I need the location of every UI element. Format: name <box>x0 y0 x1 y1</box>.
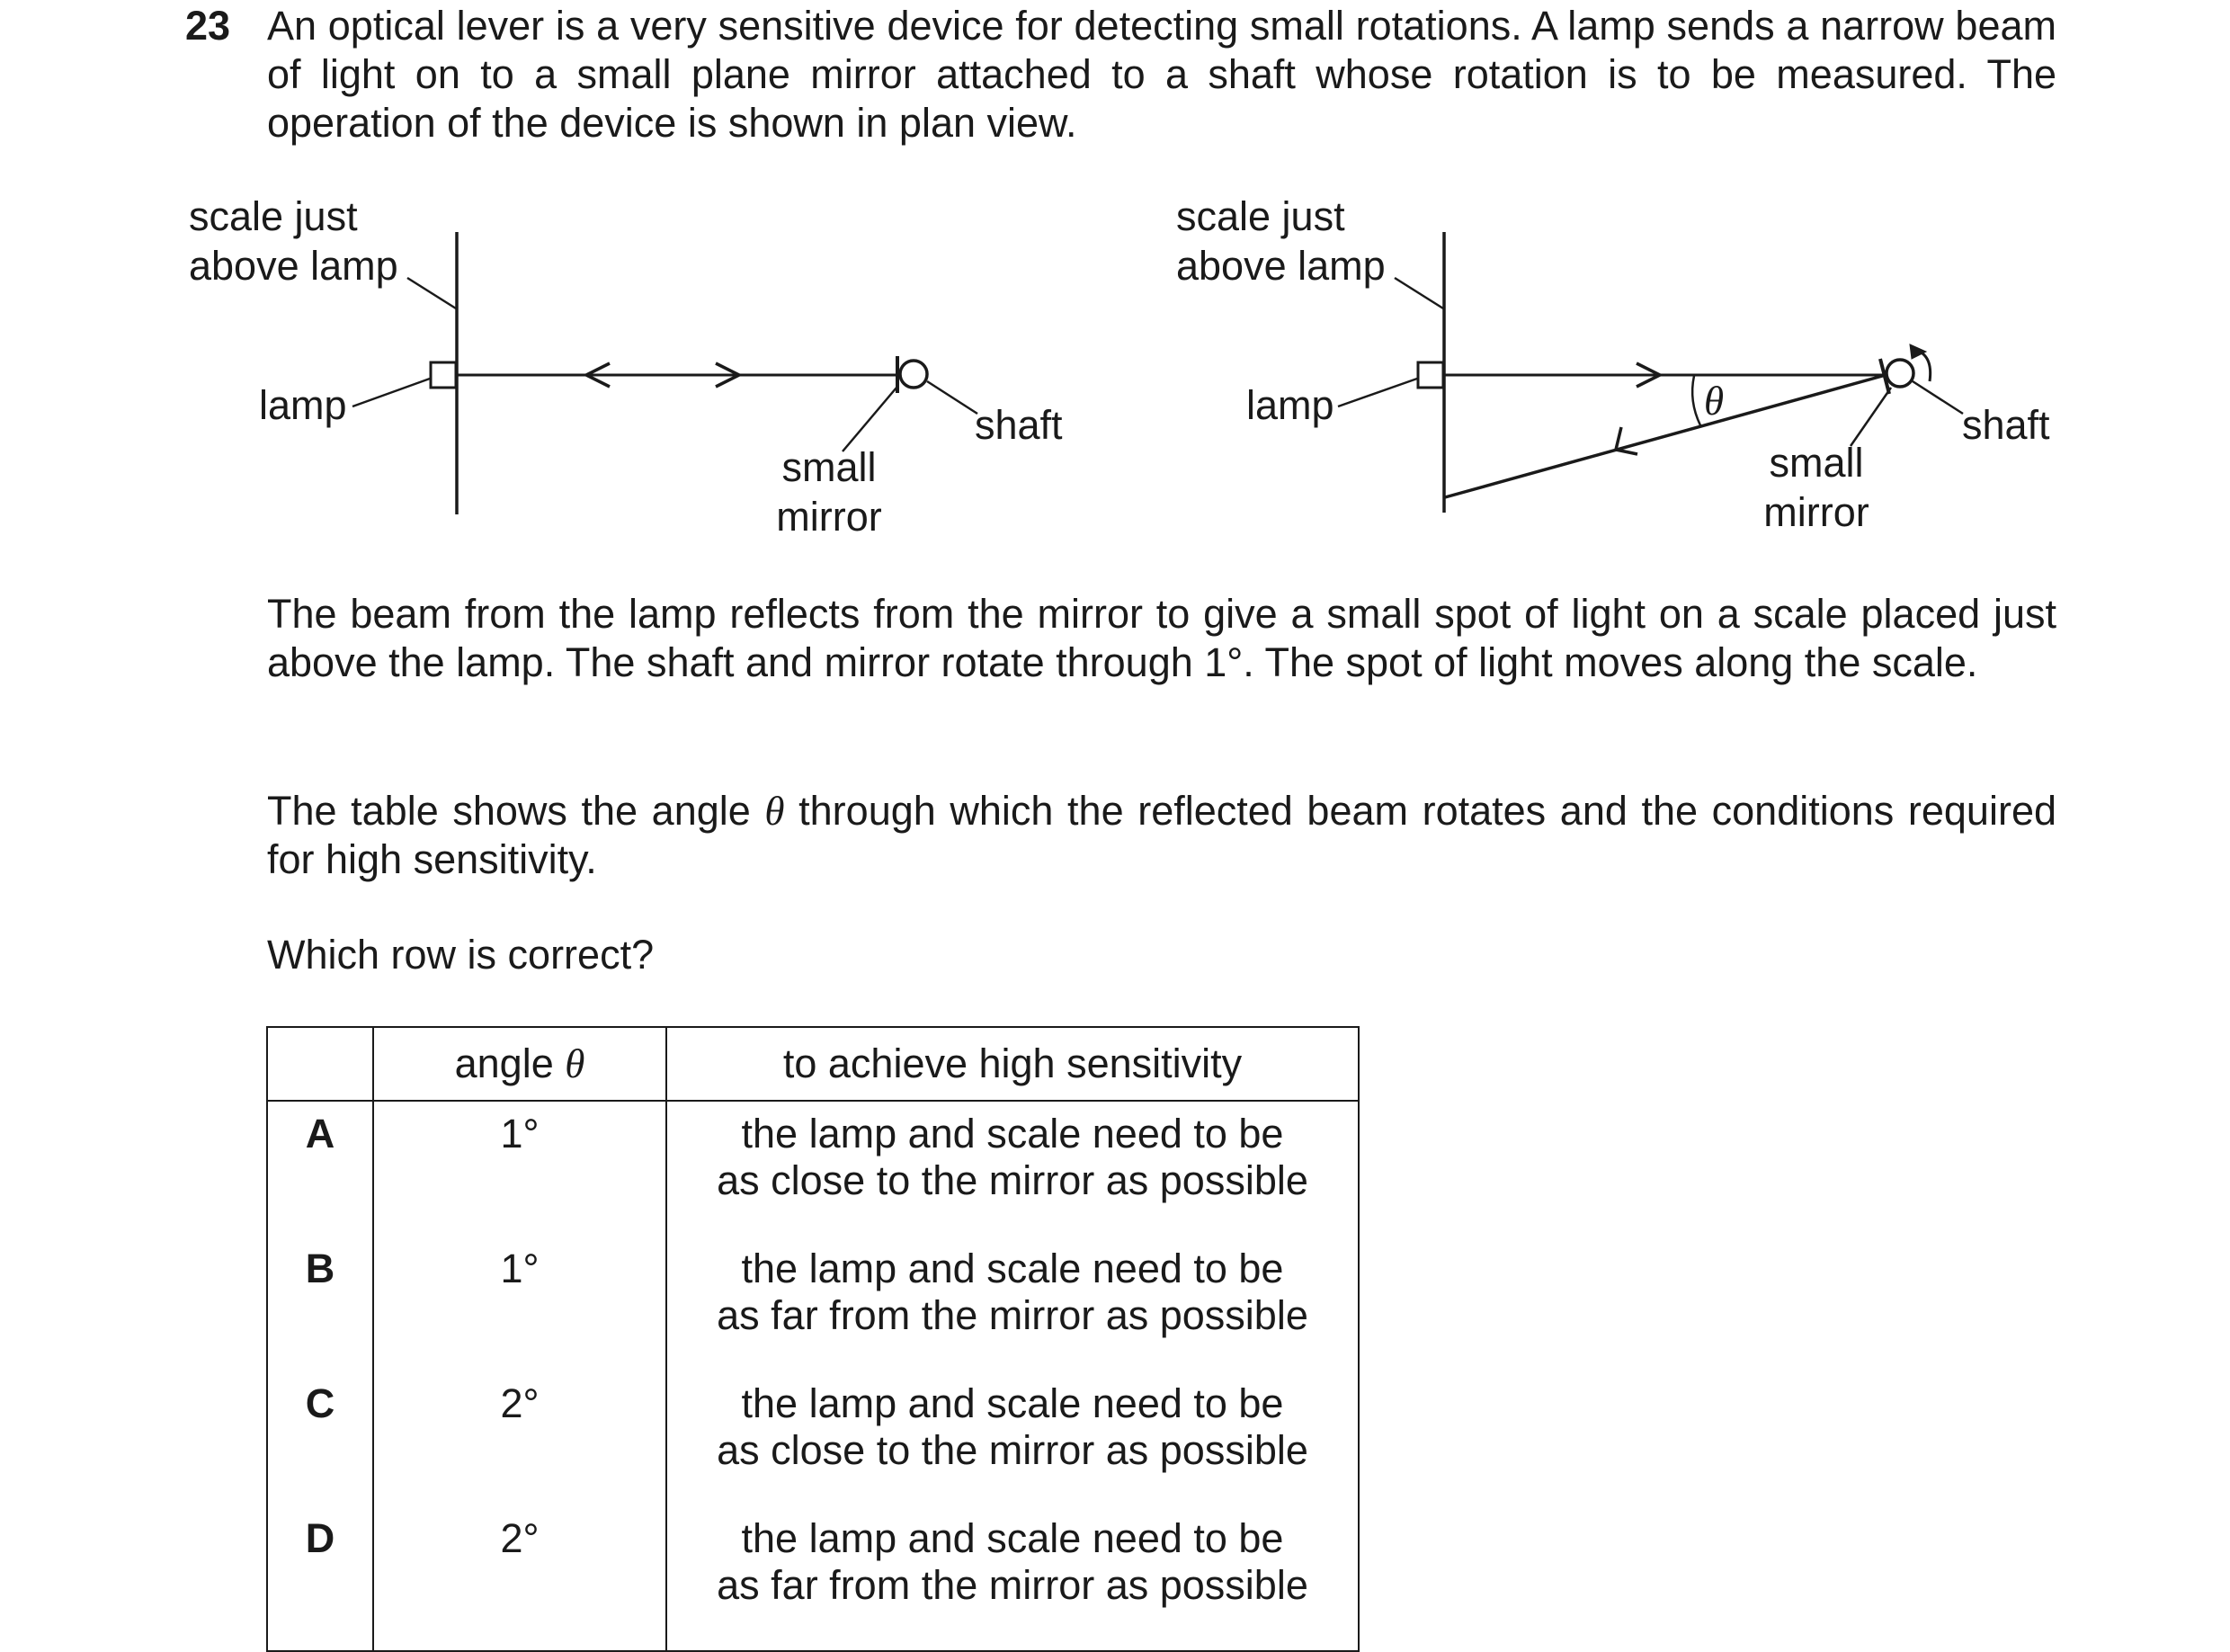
row-angle: 2° <box>373 1373 666 1508</box>
left-lamp-leader <box>352 379 430 406</box>
condition-line2: as close to the mirror as possible <box>717 1157 1308 1203</box>
beam-description: The beam from the lamp reflects from the mirror to give a small spot of light on a scale placed just above the lamp. The shaft and mirror rotate through 1°. The spot of light moves along the scale. <box>267 591 2056 685</box>
row-condition <box>666 1238 1359 1373</box>
question-prompt: Which row is correct? <box>267 932 655 978</box>
row-angle: 1° <box>373 1238 666 1373</box>
right-scale-label-line2: above lamp <box>1176 243 1386 289</box>
right-arrow-back-icon <box>1616 427 1637 454</box>
right-mirror-label-line1: small <box>1769 440 1864 486</box>
condition-line2: as close to the mirror as possible <box>717 1427 1308 1473</box>
left-mirror-label-line2: mirror <box>776 494 882 540</box>
row-letter[interactable]: B <box>267 1238 373 1373</box>
right-angle-label: θ <box>1704 379 1725 424</box>
right-lamp-icon <box>1418 362 1443 388</box>
table-header-row <box>267 1027 1359 1101</box>
row-angle: 1° <box>373 1101 666 1238</box>
left-scale-label-line2: above lamp <box>189 243 398 289</box>
right-mirror-leader <box>1851 388 1891 446</box>
right-shaft-leader <box>1913 381 1963 414</box>
header-angle-prefix: angle <box>454 1040 554 1086</box>
row-angle: 2° <box>373 1508 666 1651</box>
row-condition <box>666 1101 1359 1238</box>
right-rotation-arrowhead-icon <box>1910 344 1926 359</box>
condition-line1: the lamp and scale need to be <box>741 1111 1284 1156</box>
row-condition <box>666 1508 1359 1651</box>
answer-table <box>266 1026 1360 1652</box>
left-lamp-label: lamp <box>259 382 347 428</box>
row-condition <box>666 1373 1359 1508</box>
right-diagram <box>1338 232 1963 513</box>
row-letter[interactable]: D <box>267 1508 373 1651</box>
right-mirror-label-line2: mirror <box>1763 489 1869 535</box>
condition-line1: the lamp and scale need to be <box>741 1515 1284 1561</box>
left-mirror-label-line1: small <box>781 444 877 490</box>
header-angle <box>373 1027 666 1101</box>
row-letter[interactable]: C <box>267 1373 373 1508</box>
table-description-before: The table shows the angle <box>267 788 751 834</box>
right-lamp-label: lamp <box>1246 382 1334 428</box>
table-description-after: through which the reflected beam rotates and the conditions required for high sensitivity. <box>267 788 2056 882</box>
left-shaft-circle-icon <box>900 361 927 388</box>
table-row[interactable] <box>267 1373 1359 1508</box>
condition-line2: as far from the mirror as possible <box>717 1292 1308 1338</box>
question-intro: An optical lever is a very sensitive device for detecting small rotations. A lamp sends a narrow beam of light on to a small plane mirror attached to a shaft whose rotation is to be measured. The operation of the device is shown in plan view. <box>267 3 2056 146</box>
header-theta-symbol: θ <box>565 1041 585 1086</box>
condition-line2: as far from the mirror as possible <box>717 1562 1308 1608</box>
header-letter <box>267 1027 373 1101</box>
left-scale-label-line1: scale just <box>189 193 358 239</box>
left-shaft-leader <box>927 381 977 414</box>
left-shaft-label: shaft <box>975 402 1063 448</box>
table-description <box>267 787 2056 884</box>
table-row[interactable] <box>267 1508 1359 1651</box>
left-diagram <box>352 232 977 514</box>
row-letter[interactable]: A <box>267 1101 373 1238</box>
question-number: 23 <box>185 3 231 49</box>
right-shaft-label: shaft <box>1962 402 2050 448</box>
left-mirror-leader <box>843 388 896 451</box>
table-row[interactable] <box>267 1238 1359 1373</box>
right-lamp-leader <box>1338 379 1417 406</box>
theta-symbol: θ <box>764 789 785 834</box>
header-condition: to achieve high sensitivity <box>666 1027 1359 1101</box>
left-lamp-icon <box>431 362 456 388</box>
right-scale-leader <box>1395 278 1443 308</box>
condition-line1: the lamp and scale need to be <box>741 1246 1284 1291</box>
left-scale-leader <box>407 278 456 308</box>
right-angle-arc <box>1692 376 1700 425</box>
condition-line1: the lamp and scale need to be <box>741 1380 1284 1426</box>
right-shaft-circle-icon <box>1887 360 1913 387</box>
table-row[interactable] <box>267 1101 1359 1238</box>
right-scale-label-line1: scale just <box>1176 193 1345 239</box>
optical-lever-diagram <box>0 0 2230 576</box>
